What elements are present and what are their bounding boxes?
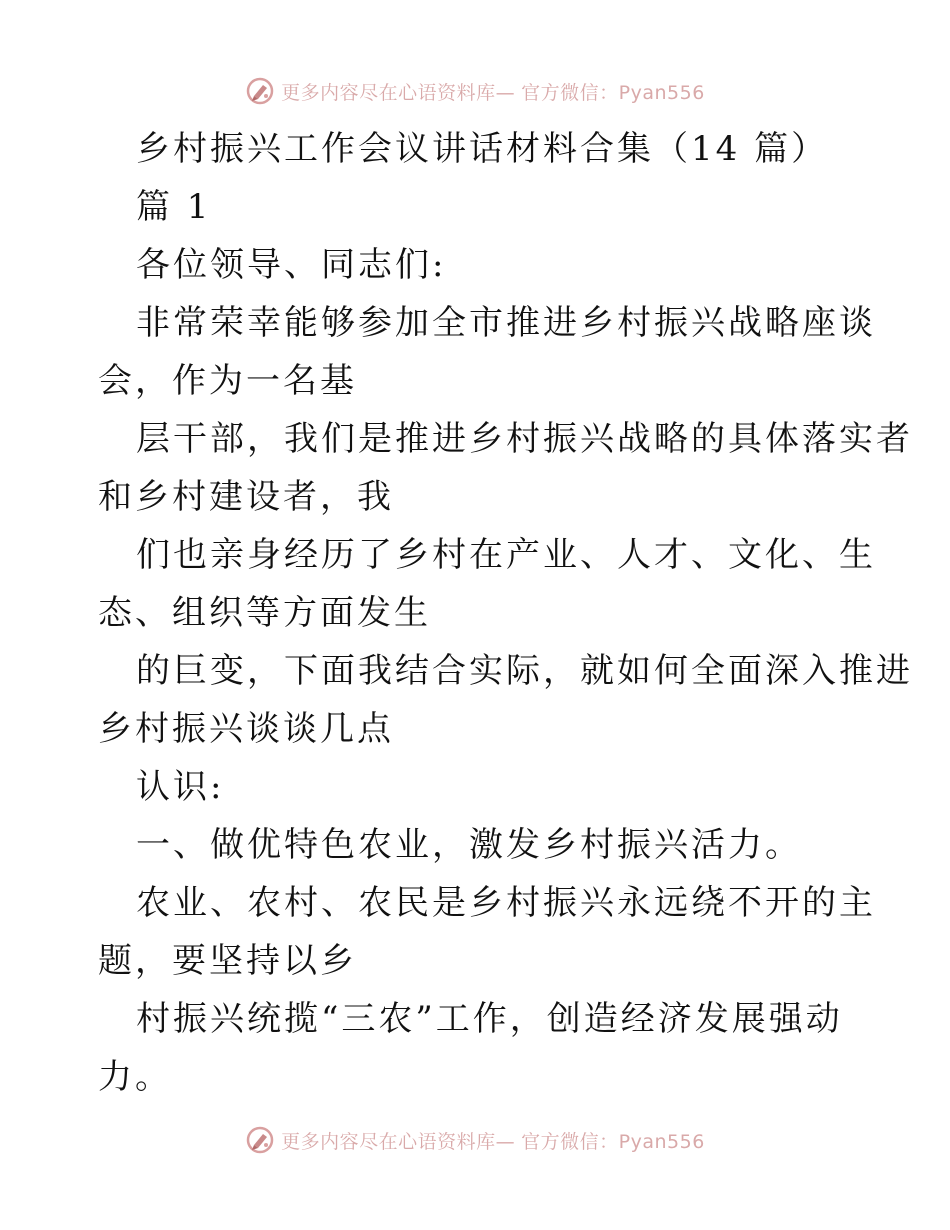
document-title: 乡村振兴工作会议讲话材料合集（14 篇） (136, 129, 829, 169)
pen-logo-icon (245, 1125, 275, 1155)
text-line: 力。 (98, 1057, 172, 1097)
text-line: 和乡村建设者，我 (98, 477, 394, 517)
footer-watermark (0, 1120, 950, 1160)
text-line: 们也亲身经历了乡村在产业、人才、文化、生 (136, 535, 876, 575)
watermark-wechat: 官方微信：Pyan556 (521, 1130, 705, 1153)
text-line: 非常荣幸能够参加全市推进乡村振兴战略座谈 (136, 303, 876, 343)
text-line: 层干部，我们是推进乡村振兴战略的具体落实者 (136, 419, 913, 459)
text-line: 认识: (136, 767, 225, 807)
text-line: 会，作为一名基 (98, 361, 357, 401)
watermark-wechat: 官方微信：Pyan556 (521, 81, 705, 104)
pen-logo-icon (245, 76, 275, 106)
section-heading: 篇 1 (136, 187, 212, 227)
watermark-text: 更多内容尽在心语资料库— (281, 81, 516, 104)
header-watermark (0, 71, 950, 111)
watermark-text: 更多内容尽在心语资料库— (281, 1130, 516, 1153)
text-line: 的巨变，下面我结合实际，就如何全面深入推进 (136, 651, 913, 691)
text-line: 各位领导、同志们: (136, 245, 447, 285)
text-line: 态、组织等方面发生 (98, 593, 431, 633)
text-line: 村振兴统揽“三农”工作，创造经济发展强动 (136, 999, 843, 1039)
subheading-line: 一、做优特色农业，激发乡村振兴活力。 (136, 825, 802, 865)
text-line: 题，要坚持以乡 (98, 941, 357, 981)
text-line: 乡村振兴谈谈几点 (98, 709, 394, 749)
document-body (98, 120, 913, 1106)
text-line: 农业、农村、农民是乡村振兴永远绕不开的主 (136, 883, 876, 923)
